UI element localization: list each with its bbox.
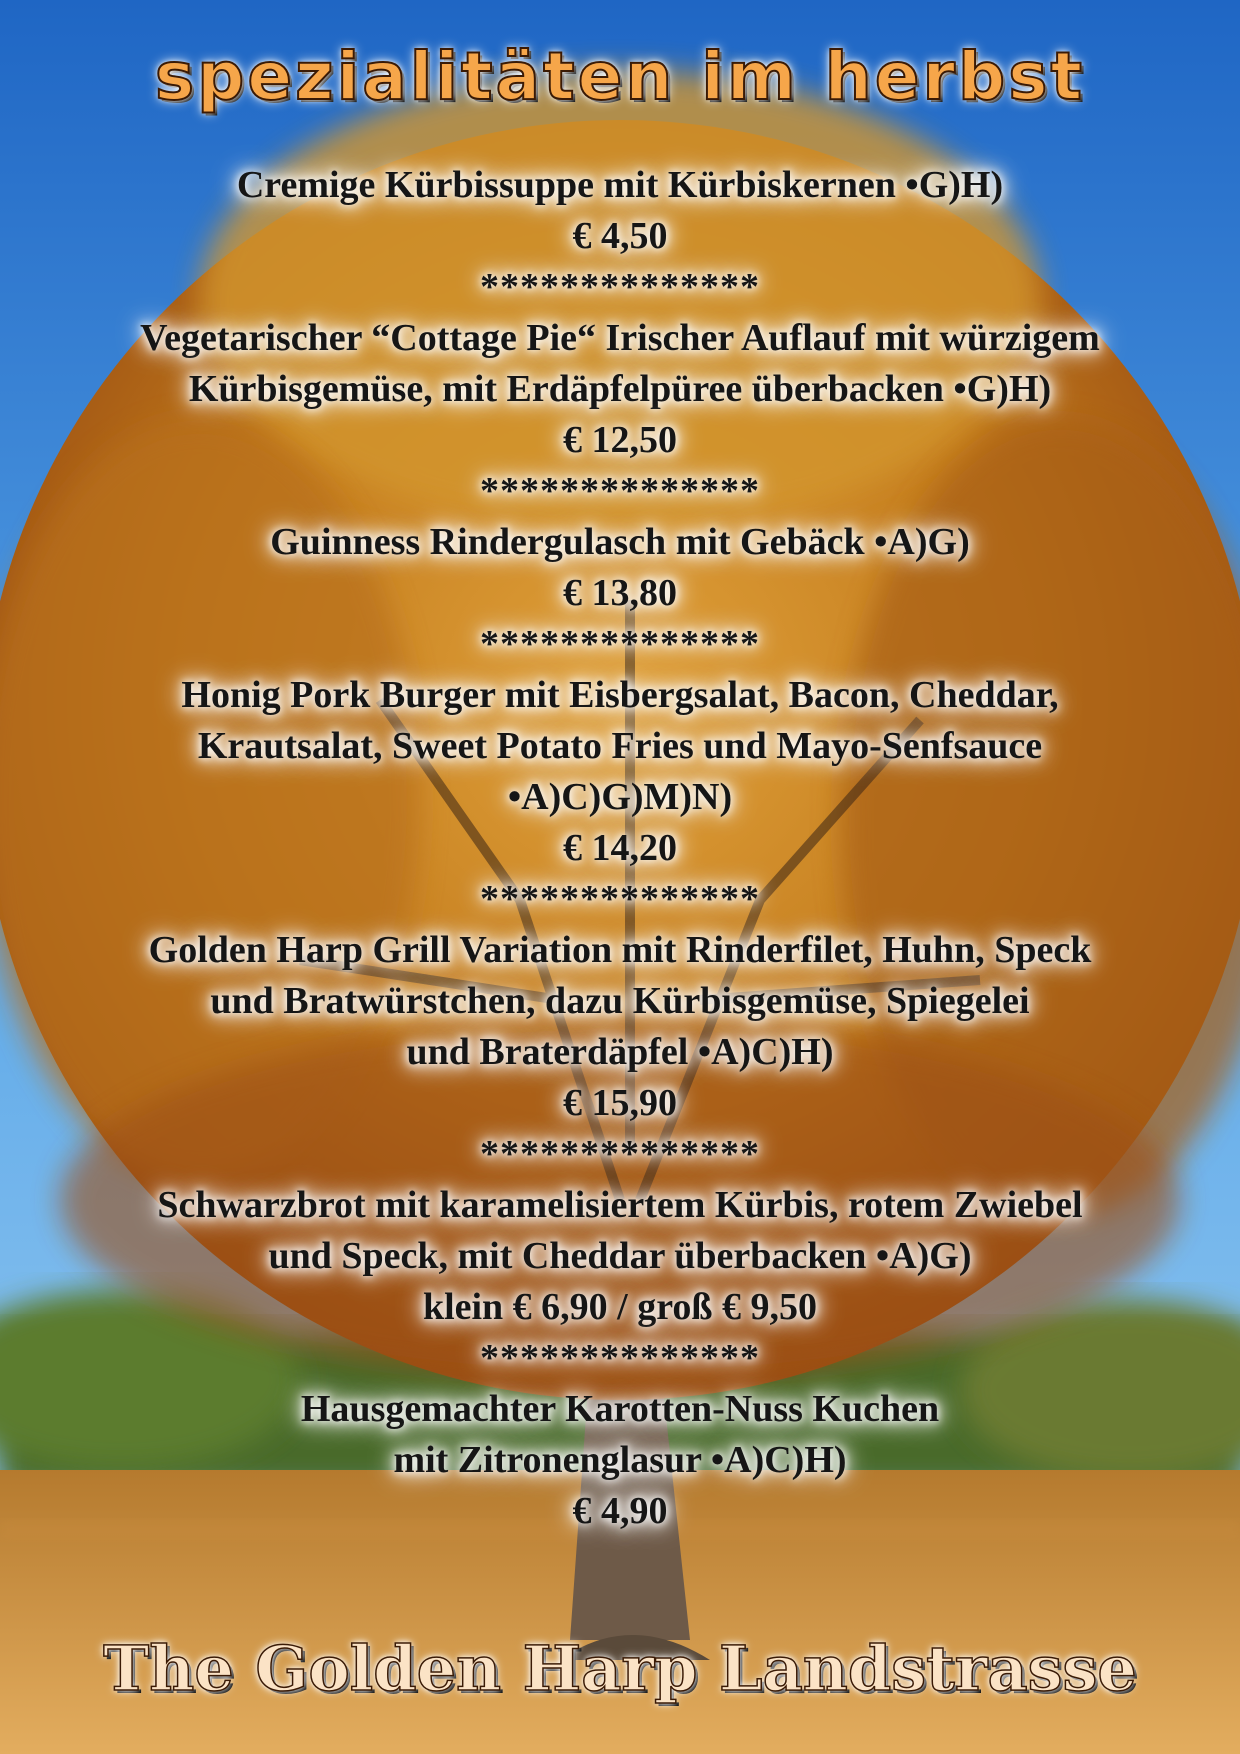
separator: **************: [480, 878, 760, 920]
menu-item-description: Guinness Rindergulasch mit Gebäck •A)G): [270, 521, 970, 563]
menu-item-description: Krautsalat, Sweet Potato Fries und Mayo-Senfsauce: [197, 725, 1043, 767]
menu-item-price: € 4,90: [572, 1490, 668, 1532]
menu-item-price: € 4,50: [572, 215, 668, 257]
menu-item-price: klein € 6,90 / groß € 9,50: [422, 1286, 818, 1328]
separator: **************: [480, 1133, 760, 1175]
menu-item-description: und Speck, mit Cheddar überbacken •A)G): [268, 1235, 972, 1277]
menu-item-description: Cremige Kürbissuppe mit Kürbiskernen •G)H): [236, 164, 1004, 206]
menu-item: [0, 670, 1240, 874]
menu-item: [0, 925, 1240, 1129]
menu-item: [0, 160, 1240, 262]
separator: **************: [480, 266, 760, 308]
menu-item-description: Kürbisgemüse, mit Erdäpfelpüree überbacken •G)H): [188, 368, 1052, 410]
menu-item: [0, 1180, 1240, 1333]
menu-item-allergens: •A)C)G)M)N): [507, 776, 733, 818]
menu-item: [0, 1384, 1240, 1537]
menu-item-price: € 13,80: [563, 572, 677, 614]
menu-item-description: mit Zitronenglasur •A)C)H): [393, 1439, 847, 1481]
page-title: spezialitäten im herbst: [154, 38, 1086, 115]
menu-item: [0, 313, 1240, 466]
menu-item-price: € 14,20: [563, 827, 677, 869]
separator: **************: [480, 1337, 760, 1379]
menu-item-description: und Bratwürstchen, dazu Kürbisgemüse, Spiegelei: [210, 980, 1030, 1022]
menu-item-description: Golden Harp Grill Variation mit Rinderfilet, Huhn, Speck: [148, 929, 1092, 971]
menu-item-price: € 15,90: [563, 1082, 677, 1124]
menu-item-description: Hausgemachter Karotten-Nuss Kuchen: [300, 1388, 940, 1430]
menu-item-description: Vegetarischer “Cottage Pie“ Irischer Auflauf mit würzigem: [140, 317, 1100, 359]
menu-list: [0, 160, 1240, 1537]
separator: **************: [480, 470, 760, 512]
menu-item-description: Schwarzbrot mit karamelisiertem Kürbis, rotem Zwiebel: [157, 1184, 1083, 1226]
menu-item-description: Honig Pork Burger mit Eisbergsalat, Bacon, Cheddar,: [181, 674, 1059, 716]
menu-item-price: € 12,50: [563, 419, 677, 461]
restaurant-name: The Golden Harp Landstrasse: [103, 1632, 1137, 1705]
menu-item-description: und Braterdäpfel •A)C)H): [406, 1031, 834, 1073]
menu-item: [0, 517, 1240, 619]
separator: **************: [480, 623, 760, 665]
